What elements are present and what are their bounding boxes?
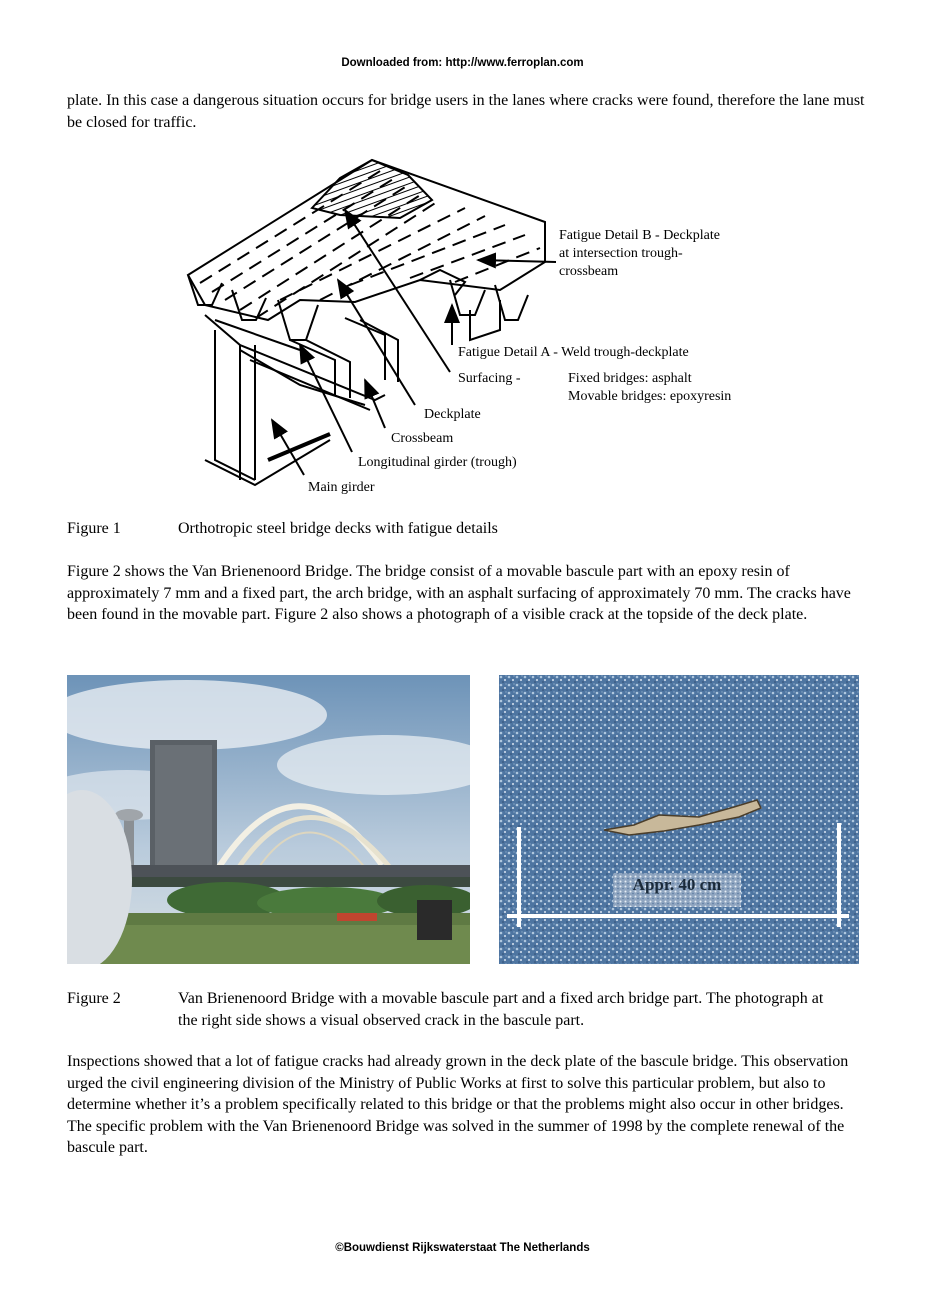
label-detail-b-1: Fatigue Detail B - Deckplate — [559, 228, 720, 243]
figure1-diagram — [0, 0, 925, 510]
label-deckplate: Deckplate — [424, 407, 481, 422]
label-surfacing: Surfacing - — [458, 371, 521, 386]
paragraph-inspections: Inspections showed that a lot of fatigue cracks had already grown in the deck plate of the bascule bridge. This observation urged the civil engineering division of the Ministry of Public Works at first to solve this particular problem, but also to determine whether it’s a problem specifically related to this bridge or that the problems might also occur in other bridges. The specific problem with the Van Brienenoord Bridge was solved in the summer of 1998 by the complete renewal of the bascule part. — [67, 1053, 849, 1156]
label-detail-a: Fatigue Detail A - Weld trough-deckplate — [458, 345, 689, 360]
figure1-caption-number: Figure 1 — [67, 520, 121, 537]
label-fixed-bridges: Fixed bridges: asphalt — [568, 371, 692, 386]
label-longitudinal-girder: Longitudinal girder (trough) — [358, 455, 517, 470]
label-detail-b-2: at intersection trough- — [559, 246, 683, 261]
figure2-caption-text: Van Brienenoord Bridge with a movable bascule part and a fixed arch bridge part. The photograph at the right side shows a visual observed crack in the bascule part. — [178, 990, 824, 1029]
bridge-photo — [67, 675, 470, 964]
main-girder-base-bar — [268, 434, 330, 460]
intro-paragraph: plate. In this case a dangerous situation occurs for bridge users in the lanes where cracks were found, therefore the lane must be closed for traffic. — [67, 92, 865, 131]
label-movable-bridges: Movable bridges: epoxyresin — [568, 389, 732, 404]
figure2-caption-number: Figure 2 — [67, 990, 121, 1007]
crack-photo — [499, 675, 859, 964]
page-header: Downloaded from: http://www.ferroplan.com — [341, 57, 584, 69]
paragraph-figure2-intro: Figure 2 shows the Van Brienenoord Bridge. The bridge consist of a movable bascule part with an epoxy resin of approximately 7 mm and a fixed part, the arch bridge, with an asphalt surfacing of approximately 70 mm. The cracks have been found in the movable part. Figure 2 also shows a photograph of a visible crack at the topside of the deck plate. — [67, 563, 851, 623]
crack-measure-label: Appr. 40 cm — [632, 875, 722, 894]
label-main-girder: Main girder — [308, 480, 375, 495]
deck-structure — [188, 160, 545, 485]
figure1-caption-text: Orthotropic steel bridge decks with fatigue details — [178, 520, 498, 537]
label-crossbeam: Crossbeam — [391, 431, 454, 446]
label-detail-b-3: crossbeam — [559, 264, 619, 279]
page-footer: ©Bouwdienst Rijkswaterstaat The Netherlands — [335, 1242, 590, 1254]
